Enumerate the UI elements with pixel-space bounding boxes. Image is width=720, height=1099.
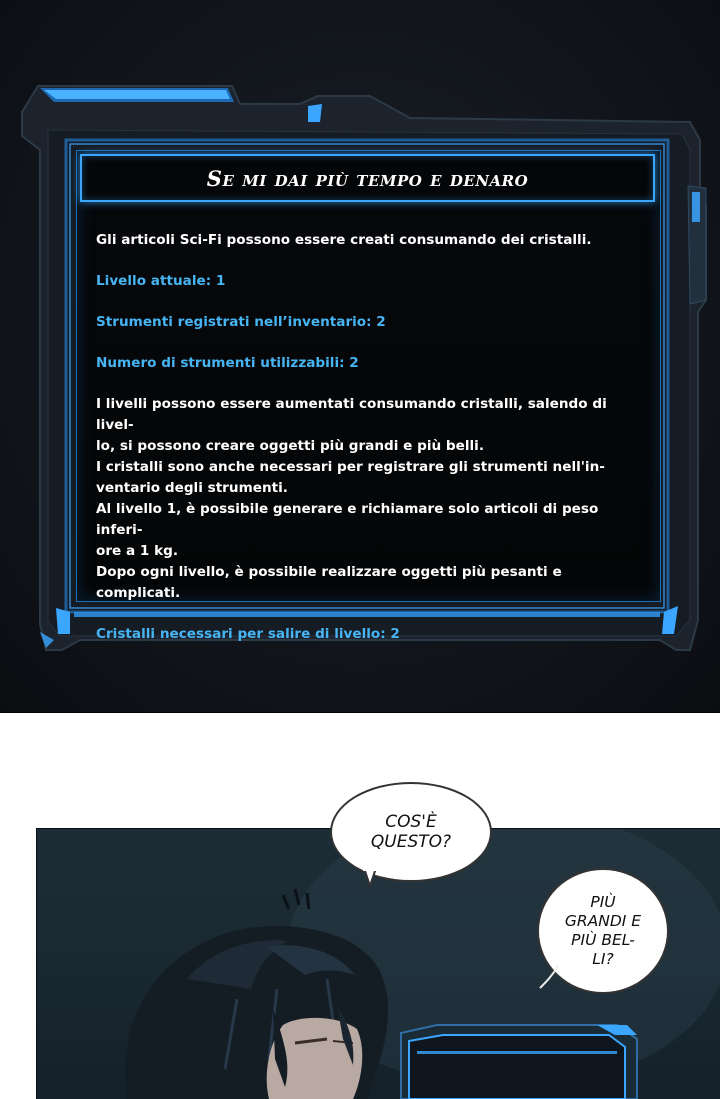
window-body	[96, 230, 636, 645]
description-line-6: ore a 1 kg.	[96, 543, 179, 559]
description-line-4: ventario degli strumenti.	[96, 480, 288, 496]
current-level: Livello attuale: 1	[96, 273, 226, 289]
bubble-tail-1	[360, 868, 384, 888]
description-line-1: I livelli possono essere aumentati consumando cristalli, salendo di livel-	[96, 396, 607, 433]
description-line-3: I cristalli sono anche necessari per registrare gli strumenti nell'in-	[96, 459, 605, 475]
description-line-5: Al livello 1, è possibile generare e richiamare solo articoli di peso inferi-	[96, 501, 599, 538]
registered-tools: Strumenti registrati nell’inventario: 2	[96, 314, 386, 330]
speech-text-1: COS'È QUESTO?	[370, 812, 452, 852]
description-line-2: lo, si possono creare oggetti più grandi e più belli.	[96, 438, 484, 454]
speech-text-2: PIÙ GRANDI E PIÙ BEL- LI?	[564, 893, 642, 968]
speech-bubble-what-is-this	[330, 782, 492, 882]
intro-text: Gli articoli Sci-Fi possono essere creati consumando dei cristalli.	[96, 232, 592, 248]
window-title-bar	[80, 154, 655, 202]
bubble-tail-2	[538, 960, 568, 994]
crystals-needed: Cristalli necessari per salire di livello: 2	[96, 626, 400, 642]
window-title: Se mi dai più tempo e denaro	[206, 165, 529, 191]
description-line-7: Dopo ogni livello, è possibile realizzare oggetti più pesanti e complicati.	[96, 564, 562, 601]
usable-tools: Numero di strumenti utilizzabili: 2	[96, 355, 359, 371]
